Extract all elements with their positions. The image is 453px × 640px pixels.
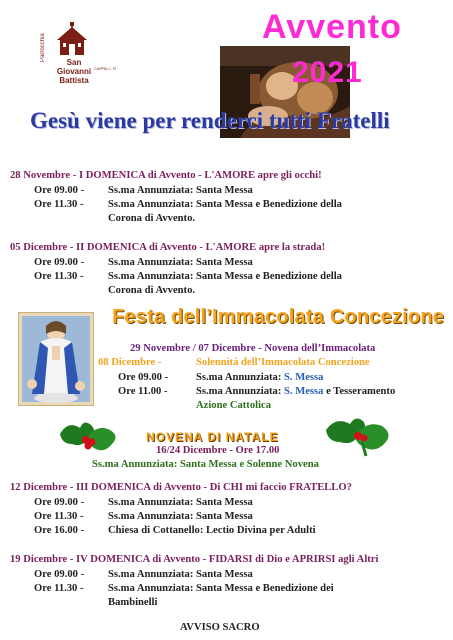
event-desc-cont: Azione Cattolica — [196, 400, 272, 411]
time-label: Ore 11.30 - — [34, 271, 84, 282]
time-label: Ore 09.00 - — [34, 497, 85, 508]
time-label: Ore 09.00 - — [34, 185, 85, 196]
time-label: Ore 09.00 - — [34, 569, 85, 580]
holly-left-icon — [58, 414, 122, 458]
title-year: 2021 — [292, 56, 363, 89]
novena-natale-title: NOVENA DI NATALE — [146, 430, 279, 444]
footer-avviso: AVVISO SACRO — [180, 622, 260, 633]
section-4-rows — [34, 568, 434, 612]
festa-solennita-row — [98, 356, 438, 370]
time-label: Ore 09.00 - — [118, 372, 169, 383]
section-2-heading: 05 Dicembre - II DOMENICA di Avvento - L'AMORE apre la strada! — [10, 242, 326, 253]
event-desc: Ss.ma Annunziata: Santa Messa e Benedizione della — [108, 199, 342, 210]
event-desc: Ss.ma Annunziata: Santa Messa — [108, 569, 253, 580]
logo-sub: CAPRILI - R — [94, 66, 117, 71]
novena-natale-dates: 16/24 Dicembre - Ore 17.00 — [156, 445, 280, 456]
church-logo-icon — [54, 22, 90, 56]
logo-vertical-text: Parrocchia — [40, 33, 46, 62]
section-3-rows — [34, 496, 434, 540]
title-avvento: Avvento — [262, 8, 402, 46]
event-desc: Ss.ma Annunziata: Santa Messa e Benedizione della — [108, 271, 342, 282]
section-1-heading: 28 Novembre - I DOMENICA di Avvento - L'AMORE apre gli occhi! — [10, 170, 322, 181]
event-desc: Ss.ma Annunziata: Santa Messa — [108, 497, 253, 508]
event-desc: Ss.ma Annunziata: Santa Messa — [108, 185, 253, 196]
event-desc: Ss.ma Annunziata: Santa Messa — [108, 511, 253, 522]
time-label: Ore 11.30 - — [34, 511, 84, 522]
event-desc: Ss.ma Annunziata: S. Messa e Tesseramento — [196, 386, 396, 397]
time-label: Ore 11.30 - — [34, 583, 84, 594]
event-desc-cont: Corona di Avvento. — [108, 213, 196, 224]
section-3-heading: 12 Dicembre - III DOMENICA di Avvento - Di CHI mi faccio FRATELLO? — [10, 482, 352, 493]
subtitle: Gesù viene per renderci tutti Fratelli — [30, 108, 390, 133]
holly-right-icon — [322, 412, 394, 458]
event-desc: Ss.ma Annunziata: Santa Messa e Benedizione dei — [108, 583, 334, 594]
time-label: Ore 09.00 - — [34, 257, 85, 268]
festa-date: 08 Dicembre - — [98, 357, 162, 368]
section-2-rows — [34, 256, 434, 300]
festa-rows — [118, 371, 448, 415]
logo-name: San Giovanni Battista — [56, 58, 92, 85]
time-label: Ore 16.00 - — [34, 525, 85, 536]
event-desc: Ss.ma Annunziata: Santa Messa — [108, 257, 253, 268]
event-desc-cont: Corona di Avvento. — [108, 285, 196, 296]
time-label: Ore 11.30 - — [34, 199, 84, 210]
event-desc: Chiesa di Cottanello: Lectio Divina per Adulti — [108, 525, 316, 536]
immaculate-madonna-image — [18, 312, 94, 406]
section-4-heading: 19 Dicembre - IV DOMENICA di Avvento - FIDARSI di Dio e APRIRSI agli Altri — [10, 554, 379, 565]
event-desc: Ss.ma Annunziata: S. Messa — [196, 372, 324, 383]
section-1-rows — [34, 184, 434, 228]
festa-title: Festa dell’Immacolata Concezione — [112, 306, 445, 328]
event-desc-cont: Bambinelli — [108, 597, 158, 608]
festa-solennita: Solennità dell’Immacolata Concezione — [196, 357, 370, 368]
time-label: Ore 11.00 - — [118, 386, 168, 397]
novena-natale-desc: Ss.ma Annunziata: Santa Messa e Solenne Novena — [92, 459, 319, 470]
festa-novena-line: 29 Novembre / 07 Dicembre - Novena dell’Immacolata — [130, 343, 376, 354]
